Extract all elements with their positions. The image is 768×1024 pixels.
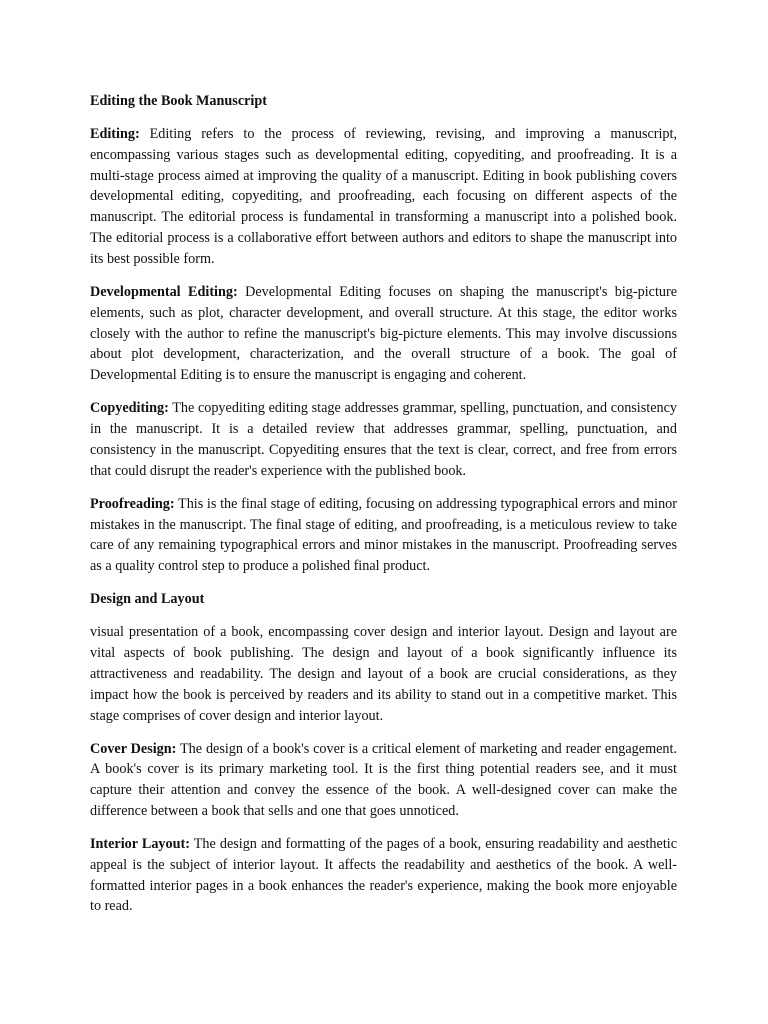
paragraph-developmental-editing-text: Developmental Editing focuses on shaping the manuscript's big-picture elements, such as plot, character development, and overall structure. At this stage, the editor works closely with the author to refine the manuscript's big-picture elements. This may involve discussions about plot development, characterization, and the overall structure of a book. The goal of Developmental Editing is to ensure the manuscript is engaging and coherent. xyxy=(90,283,678,384)
term-developmental-editing: Developmental Editing: xyxy=(90,283,238,300)
paragraph-proofreading xyxy=(90,494,677,577)
paragraph-interior-layout-text: The design and formatting of the pages of a book, ensuring readability and aesthetic appeal is the subject of interior layout. It affects the readability and aesthetics of the book. A well-formatted interior pages in a book enhances the reader's experience, making the book more enjoyable to read. xyxy=(90,836,677,915)
paragraph-proofreading-text: This is the final stage of editing, focusing on addressing typographical errors and minor mistakes in the manuscript. The final stage of editing, and proofreading, is a meticulous review to take care of any remaining typographical errors and minor mistakes in the manuscript. Proofreading serves as a quality control step to produce a polished final product. xyxy=(90,495,677,575)
paragraph-editing xyxy=(90,124,677,270)
term-interior-layout: Interior Layout: xyxy=(90,836,190,853)
paragraph-copyediting xyxy=(90,398,677,481)
paragraph-cover-design-text: The design of a book's cover is a critical element of marketing and reader engagement. A book's cover is its primary marketing tool. It is the first thing potential readers see, and it must capture their attention and convey the essence of the book. A well-designed cover can make the difference between a book that sells and one that goes unnoticed. xyxy=(90,740,677,819)
paragraph-interior-layout xyxy=(90,834,677,917)
term-copyediting: Copyediting: xyxy=(90,400,169,417)
document-page xyxy=(90,91,677,930)
term-editing: Editing: xyxy=(90,126,140,143)
section-heading-editing: Editing the Book Manuscript xyxy=(90,93,267,109)
paragraph-copyediting-text: The copyediting editing stage addresses grammar, spelling, punctuation, and consistency in the manuscript. It is a detailed review that addresses grammar, spelling, punctuation, and consistency in the manuscript. Copyediting ensures that the text is clear, correct, and free from errors that could disrupt the reader's experience with the published book. xyxy=(90,400,677,479)
paragraph-developmental-editing xyxy=(90,282,677,386)
paragraph-editing-text: Editing refers to the process of reviewing, revising, and improving a manuscript, encompassing various stages such as developmental editing, copyediting, and proofreading. It is a multi-stage process aimed at improving the quality of a manuscript. Editing in book publishing covers developmental editing, copyediting, and proofreading, each focusing on different aspects of the manuscript. The editorial process is fundamental in transforming a manuscript into a polished book. The editorial process is a collaborative effort between authors and editors to shape the manuscript into its best possible form. xyxy=(90,126,678,267)
paragraph-design-layout-intro-text: visual presentation of a book, encompassing cover design and interior layout. Design and layout are vital aspects of book publishing. The design and layout of a book significantly influence its attractiveness and readability. The design and layout of a book are crucial considerations, as they impact how the book is perceived by readers and its ability to stand out in a competitive market. This stage comprises of cover design and interior layout. xyxy=(90,624,677,724)
term-cover-design: Cover Design: xyxy=(90,740,177,757)
paragraph-design-layout-intro xyxy=(90,622,677,726)
paragraph-cover-design xyxy=(90,739,677,822)
term-proofreading: Proofreading: xyxy=(90,495,175,512)
section-heading-design-layout: Design and Layout xyxy=(90,591,205,608)
